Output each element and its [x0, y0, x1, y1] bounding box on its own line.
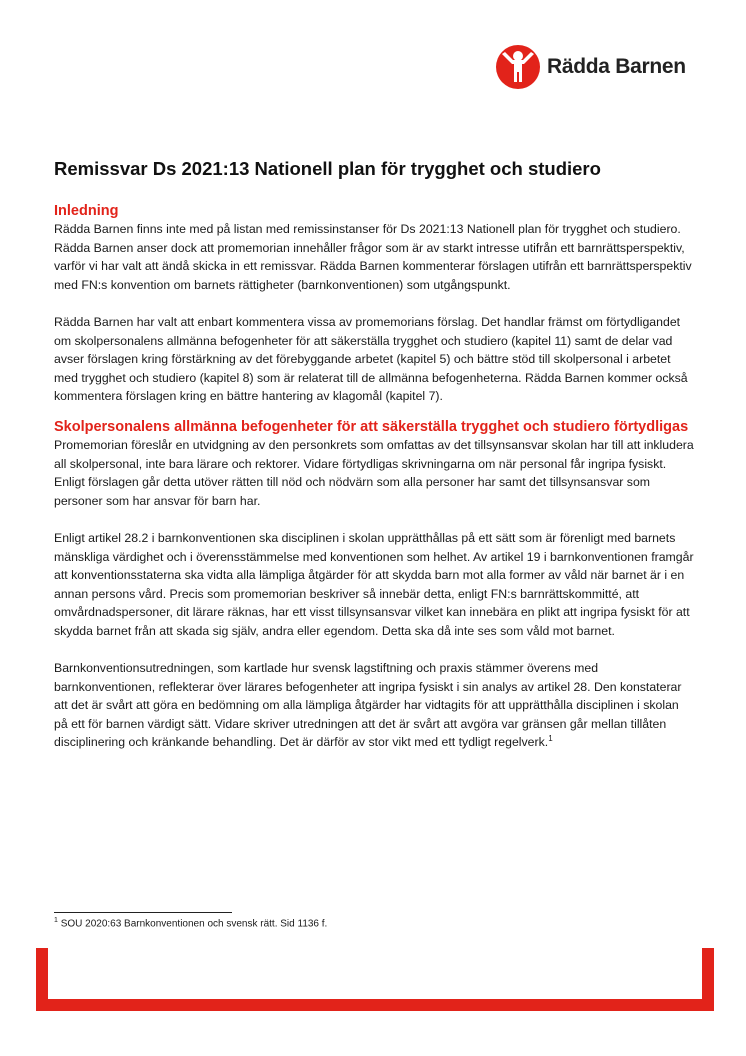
document-body	[54, 202, 694, 752]
page-footer-frame	[36, 948, 714, 1011]
paragraph: Enligt artikel 28.2 i barnkonventionen ska disciplinen i skolan upprätthållas på ett sätt som är förenligt med barnets mänskliga värdighet och i överensstämmelse med konventionen som helhet. Av artikel 19 i barnkonventionen framgår att konventionsstaterna ska vidta alla lämpliga åtgärder för att skydda barn mot alla former av våld när barnet är i en annan persons vård. Precis som promemorian beskriver så innebär detta, enligt FN:s barnrättskommitté, att omvårdnadspersoner, dit lärare räknas, har ett visst tillsynsansvar vilket kan innebära en plikt att ingripa fysiskt för att skydda barnet från att skada sig själv, andra eller egendom. Detta ska då inte ses som våld mot barnet.	[54, 530, 694, 638]
paragraph-with-footnote	[54, 659, 694, 752]
brand-logo	[495, 42, 695, 92]
paragraph: Rädda Barnen finns inte med på listan med remissinstanser för Ds 2021:13 Nationell plan för trygghet och studiero. Rädda Barnen anser dock att promemorian innehåller frågor som är av starkt intresse utifrån ett barnrättsperspektiv, varför vi har valt att ändå skicka in ett remissvar. Rädda Barnen kommenterar förslagen utifrån ett barnrättsperspektiv med FN:s konvention om barnets rättigheter (barnkonventionen) som utgångspunkt.	[54, 222, 692, 292]
document-title: Remissvar Ds 2021:13 Nationell plan för trygghet och studiero	[54, 158, 601, 179]
paragraph: Promemorian föreslår en utvidgning av den personkrets som omfattas av det tillsynsansvar skolan har till att inkludera all skolpersonal, inte bara lärare och rektorer. Vidare förtydligas skrivningarna om när personal får ingripa fysiskt. Enligt förslagen går detta utöver rätten till nöd och nödvärn som alla personer har samt det tillsynsansvar som personer som har ansvar för barn har.	[54, 437, 694, 508]
footnote-reference[interactable]: 1	[548, 734, 553, 744]
footnote	[54, 917, 327, 929]
footnote-text: SOU 2020:63 Barnkonventionen och svensk rätt. Sid 1136 f.	[60, 918, 328, 930]
paragraph-text: Barnkonventionsutredningen, som kartlade hur svensk lagstiftning och praxis stämmer överens med barnkonventionen, reflekterar över lärares befogenheter att ingripa fysiskt i sin analys av artikel 28. Den konstaterar att det är svårt att göra en bedömning om alla lämpliga åtgärder har vidtagits för att upprätthålla disciplinen i skolan på ett för barnen värdigt sätt. Vidare skriver utredningen att det är svårt att avgöra var gränsen går mellan tillåten disciplinering och kränkande behandling. Det är därför av stor vikt med ett tydligt regelverk.	[54, 661, 682, 750]
brand-name: Rädda Barnen	[547, 55, 686, 78]
paragraph: Rädda Barnen har valt att enbart kommentera vissa av promemorians förslag. Det handlar främst om förtydligandet om skolpersonalens allmänna befogenheter för att säkerställa trygghet och studiero (kapitel 11) samt de delar vad avser förslagen kring förstärkning av det förebyggande arbetet (kapitel 5) och bättre stöd till skolpersonal i arbetet med trygghet och studiero (kapitel 8) som är relaterat till de allmänna befogenheterna. Rädda Barnen kommer också kommentera förslagen kring en bättre hantering av klagomål (kapitel 7).	[54, 314, 688, 404]
section-heading-befogenheter: Skolpersonalens allmänna befogenheter för att säkerställa trygghet och studiero förtydligas	[54, 418, 689, 435]
section-heading-inledning: Inledning	[54, 203, 119, 219]
footnote-marker: 1	[54, 917, 58, 924]
child-figure-icon	[495, 44, 541, 90]
footnote-divider	[54, 912, 232, 913]
